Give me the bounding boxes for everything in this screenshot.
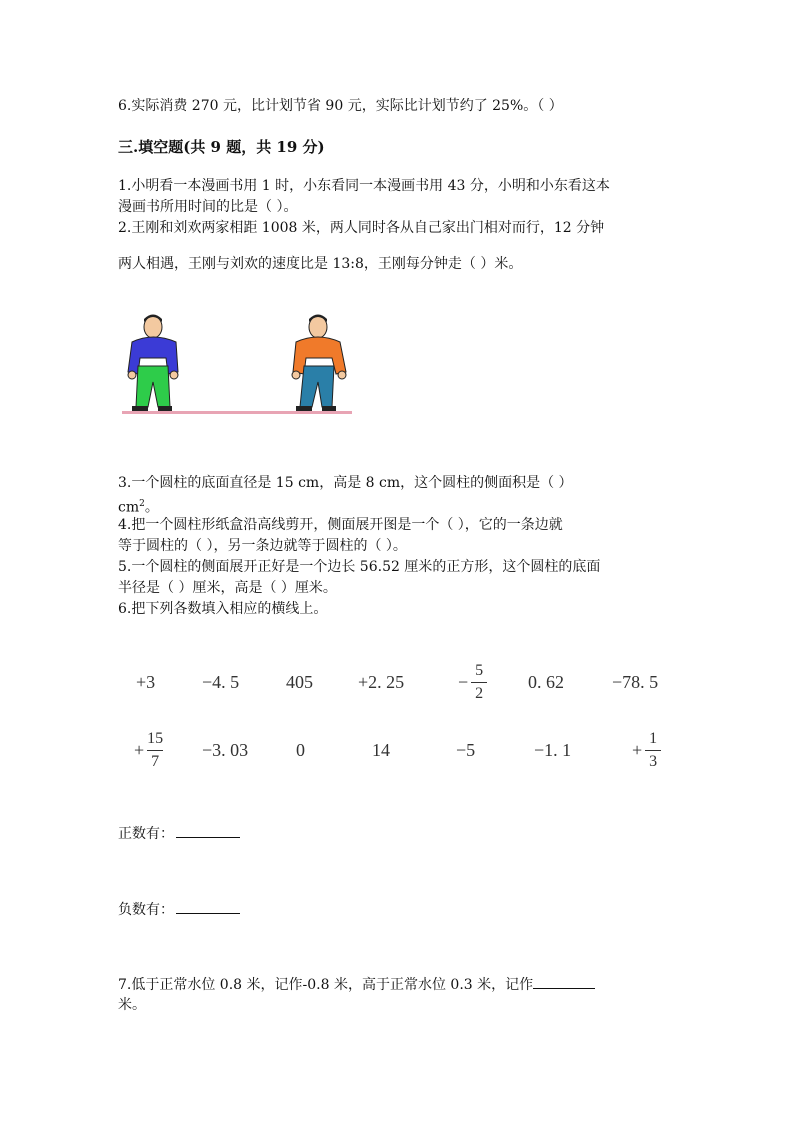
negative-numbers-prompt	[118, 899, 240, 920]
meeting-figure	[118, 310, 358, 420]
number-item: −1. 1	[534, 739, 572, 760]
question-4-line-1: 4.把一个圆柱形纸盒沿高线剪开，侧面展开图是一个（ ），它的一条边就	[118, 517, 563, 533]
numbers-row-1	[118, 652, 678, 712]
ground-line	[122, 411, 352, 414]
question-3-line-1: 3.一个圆柱的底面直径是 15 cm，高是 8 cm，这个圆柱的侧面积是（ ）	[118, 475, 573, 491]
number-item: −3. 03	[202, 739, 249, 760]
question-2-line-2: 两人相遇，王刚与刘欢的速度比是 13:8，王刚每分钟走（ ）米。	[118, 256, 523, 272]
number-item: 14	[372, 739, 390, 760]
fraction-bar	[147, 750, 163, 751]
fraction-denominator: 7	[151, 752, 160, 770]
number-item: −78. 5	[612, 671, 659, 692]
fraction	[471, 663, 487, 702]
positive-answer-blank[interactable]	[176, 823, 240, 838]
fraction-denominator: 3	[649, 752, 658, 770]
question-5-line-1: 5.一个圆柱的侧面展开正好是一个边长 56.52 厘米的正方形，这个圆柱的底面	[118, 559, 601, 575]
fraction-numerator: 5	[475, 661, 484, 679]
question-1-line-2: 漫画书所用时间的比是（ ）。	[118, 199, 298, 215]
number-item-fraction	[458, 652, 487, 712]
q7-text: 7.低于正常水位 0.8 米，记作-0.8 米，高于正常水位 0.3 米，记作	[118, 977, 534, 993]
question-7-line-2: 米。	[118, 997, 146, 1013]
fraction	[645, 731, 661, 770]
fraction	[147, 731, 163, 770]
q3-unit-end: 。	[144, 499, 159, 516]
plus-sign: +	[632, 739, 643, 760]
q7-answer-blank[interactable]	[533, 974, 595, 989]
question-6-line-1: 6.把下列各数填入相应的横线上。	[118, 601, 328, 617]
question-5-line-2: 半径是（ ）厘米，高是（ ）厘米。	[118, 580, 337, 596]
question-7-line-1	[118, 974, 595, 995]
number-item-fraction	[632, 720, 661, 780]
plus-sign: +	[134, 739, 145, 760]
left-man-figure	[128, 315, 178, 412]
number-item: −5	[456, 739, 476, 760]
fraction-numerator: 1	[649, 729, 658, 747]
two-people-illustration	[118, 310, 358, 420]
positive-numbers-prompt	[118, 823, 240, 844]
negative-label: 负数有：	[118, 902, 174, 918]
positive-label: 正数有：	[118, 826, 174, 842]
fraction-denominator: 2	[475, 684, 484, 702]
question-2-line-1: 2.王刚和刘欢两家相距 1008 米，两人同时各从自己家出门相对而行，12 分钟	[118, 220, 605, 236]
number-item: +2. 25	[358, 671, 405, 692]
fraction-bar	[471, 682, 487, 683]
question-4-line-2: 等于圆柱的（ ），另一条边就等于圆柱的（ ）。	[118, 538, 407, 554]
q3-unit: cm	[118, 499, 140, 516]
previous-question-6: 6.实际消费 270 元，比计划节省 90 元，实际比计划节约了 25%。（ ）	[118, 98, 563, 114]
minus-sign: −	[458, 671, 469, 692]
numbers-row-2	[118, 720, 678, 780]
number-item-fraction	[134, 720, 163, 780]
question-1-line-1: 1.小明看一本漫画书用 1 时，小东看同一本漫画书用 43 分，小明和小东看这本	[118, 178, 610, 194]
right-man-figure	[292, 315, 346, 412]
number-item: 0. 62	[528, 671, 564, 692]
negative-answer-blank[interactable]	[176, 899, 240, 914]
number-item: +3	[136, 671, 156, 692]
fraction-bar	[645, 750, 661, 751]
number-item: 405	[286, 671, 313, 692]
number-item: 0	[296, 739, 305, 760]
q3-unit-exponent: 2	[139, 499, 145, 509]
section-3-heading: 三.填空题(共 9 题，共 19 分)	[118, 138, 325, 156]
fraction-numerator: 15	[147, 729, 164, 747]
number-item: −4. 5	[202, 671, 240, 692]
